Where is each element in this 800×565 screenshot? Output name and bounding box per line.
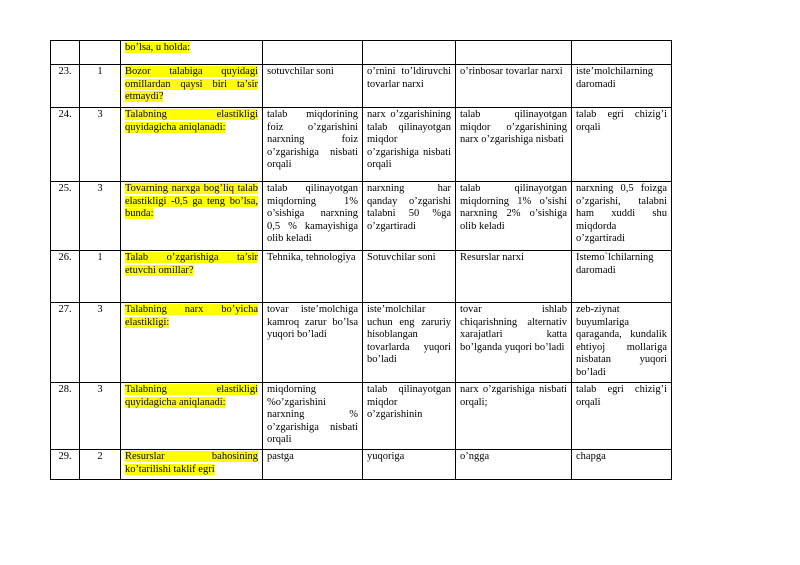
question-text: Resurslar bahosining ko’tarilishi taklif egri [125, 451, 258, 475]
answer-a: tovar iste’molchiga kamroq zarur bo’lsa yuqori bo’ladi [263, 303, 363, 383]
answer-a: sotuvchilar soni [263, 65, 363, 108]
answer-c: talab qilinayotgan miqdor o’zgarishining narx o’zgarishiga nisbati [456, 108, 572, 182]
question-cell [121, 383, 263, 450]
row-number: 29. [51, 450, 80, 480]
table-row [51, 65, 672, 108]
answer-d: zeb-ziynat buyumlariga qaraganda, kundalik ehtiyoj mollariga nisbatan yuqori bo’ladi [572, 303, 672, 383]
row-score: 1 [80, 65, 121, 108]
answer-c: talab qilinayotgan miqdorning 1% o’sishi narxning 2% o’sishiga olib keladi [456, 182, 572, 251]
answer-d: Istemo`lchilarning daromadi [572, 251, 672, 303]
answer-a: pastga [263, 450, 363, 480]
answer-b: iste’molchilar uchun eng zaruriy hisoblangan tovarlarda yuqori bo’ladi [363, 303, 456, 383]
row-score [80, 41, 121, 65]
row-score: 1 [80, 251, 121, 303]
answer-a [263, 41, 363, 65]
question-text: Bozor talabiga quyidagi omillardan qaysi biri ta’sir etmaydi? [125, 66, 258, 102]
answer-b: yuqoriga [363, 450, 456, 480]
question-cell [121, 251, 263, 303]
table-row [51, 450, 672, 480]
table-row [51, 251, 672, 303]
row-number [51, 41, 80, 65]
answer-c: tovar ishlab chiqarishning alternativ xarajatlari katta bo’lganda yuqori bo’ladi [456, 303, 572, 383]
answer-b: talab qilinayotgan miqdor o’zgarishinin [363, 383, 456, 450]
row-number: 24. [51, 108, 80, 182]
table-row [51, 182, 672, 251]
table-row [51, 108, 672, 182]
answer-a: talab qilinayotgan miqdorning 1% o’sishiga narxning 0,5 % kamayishiga olib keladi [263, 182, 363, 251]
answer-c: o’rinbosar tovarlar narxi [456, 65, 572, 108]
question-cell [121, 65, 263, 108]
answer-c: narx o’zgarishiga nisbati orqali; [456, 383, 572, 450]
row-score: 3 [80, 303, 121, 383]
question-text: Talabning narx bo’yicha elastikligi: [125, 304, 258, 328]
question-text: Talabning elastikligi quyidagicha aniqlanadi: [125, 109, 258, 133]
question-cell [121, 41, 263, 65]
answer-b: o’rnini to’ldiruvchi tovarlar narxi [363, 65, 456, 108]
answer-a: miqdorning %o’zgarishini narxning % o’zgarishiga nisbati orqali [263, 383, 363, 450]
question-text: bo’lsa, u holda: [125, 42, 191, 53]
row-number: 27. [51, 303, 80, 383]
answer-a: Tehnika, tehnologiya [263, 251, 363, 303]
answer-b: narx o’zgarishining talab qilinayotgan miqdor o’zgarishiga nisbati orqali [363, 108, 456, 182]
answer-d: iste’molchilarning daromadi [572, 65, 672, 108]
row-number: 26. [51, 251, 80, 303]
answer-c [456, 41, 572, 65]
question-cell [121, 303, 263, 383]
question-table [50, 40, 672, 480]
answer-d: talab egri chizig’i orqali [572, 108, 672, 182]
question-text: Tovarning narxga bog’liq talab elastikligi -0,5 ga teng bo’lsa, bunda: [125, 183, 258, 219]
row-score: 3 [80, 182, 121, 251]
answer-c: Resurslar narxi [456, 251, 572, 303]
answer-b: narxning har qanday o’zgarishi talabni 50 %ga o’zgartiradi [363, 182, 456, 251]
answer-d: narxning 0,5 foizga o’zgarishi, talabni ham xuddi shu miqdorda o’zgartiradi [572, 182, 672, 251]
answer-d: chapga [572, 450, 672, 480]
row-number: 28. [51, 383, 80, 450]
answer-c: o’ngga [456, 450, 572, 480]
row-number: 23. [51, 65, 80, 108]
question-cell [121, 108, 263, 182]
row-score: 3 [80, 383, 121, 450]
answer-b: Sotuvchilar soni [363, 251, 456, 303]
row-number: 25. [51, 182, 80, 251]
table-row [51, 383, 672, 450]
answer-d: talab egri chizig’i orqali [572, 383, 672, 450]
row-score: 2 [80, 450, 121, 480]
question-cell [121, 450, 263, 480]
row-score: 3 [80, 108, 121, 182]
answer-b [363, 41, 456, 65]
answer-a: talab miqdorining foiz o’zgarishini narxning foiz o’zgarishiga nisbati orqali [263, 108, 363, 182]
table-row [51, 303, 672, 383]
question-text: Talab o’zgarishiga ta’sir etuvchi omillar? [125, 252, 258, 276]
table-row [51, 41, 672, 65]
question-text: Talabning elastikligi quyidagicha aniqlanadi: [125, 384, 258, 408]
answer-d [572, 41, 672, 65]
question-cell [121, 182, 263, 251]
